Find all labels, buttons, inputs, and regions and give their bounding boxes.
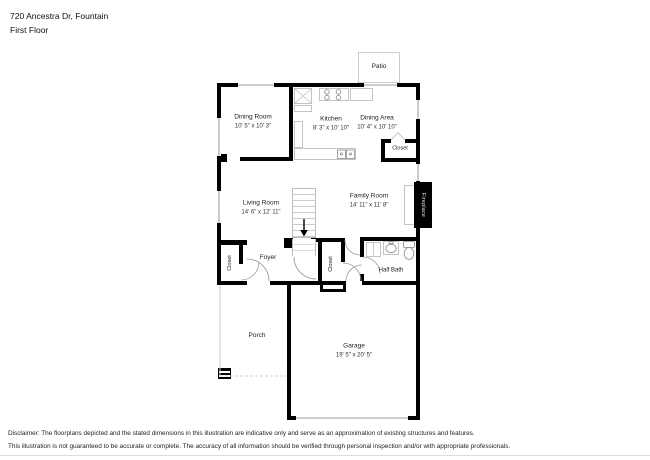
room-label-foyer: Foyer (259, 253, 277, 261)
address-title: 720 Ancestra Dr, Fountain (10, 11, 109, 21)
room-label-patio: Patio (371, 62, 387, 70)
wall-garage-right (416, 285, 420, 420)
wall-halfbath-left-a (360, 241, 364, 257)
counter-small (294, 105, 312, 112)
counter-right (350, 88, 373, 101)
wall-closet-dining-bottom (381, 158, 420, 162)
halfbath-sink-counter (383, 241, 399, 255)
window-left-1 (217, 118, 221, 156)
wall-left (217, 83, 221, 285)
garage-entry-opening (346, 281, 362, 285)
front-door-opening (247, 281, 270, 285)
wall-garage-left (287, 285, 291, 420)
garage-door (296, 416, 408, 420)
wall-closet-hall-right (341, 242, 345, 262)
window-right-1 (416, 100, 420, 119)
fireplace (414, 182, 432, 228)
family-hall-door-arc (345, 240, 360, 255)
bottom-rule (0, 455, 650, 456)
disclaimer-line-2: This illustration is not guaranteed to be accurate or complete. The accuracy of all information should be verified through personal inspection and/or with appropriate professionals. (8, 443, 511, 450)
stairs (292, 188, 316, 238)
counter-l (294, 121, 303, 148)
stairs-door-arc (294, 257, 316, 279)
porch-steps (218, 368, 231, 379)
wall-closet-foyer-right (239, 245, 243, 264)
pantry-cabinet (294, 88, 312, 104)
halfbath-closet (366, 242, 381, 257)
halfbath-door-arc (363, 257, 380, 274)
room-label-dining-area: Dining Area 10' 4" x 10' 10" (357, 114, 397, 131)
room-label-dining-room: Dining Room 10' 5" x 10' 3" (234, 113, 272, 130)
window-dining-top (238, 83, 274, 87)
disclaimer-line-1: Disclaimer: The floorplans depicted and the stated dimensions in this illustration are indicative only and serve as an approximation of existing structures and features. (8, 430, 475, 437)
room-label-garage: Garage 19' 5" x 20' 5" (335, 342, 373, 359)
floor-label: First Floor (10, 25, 49, 35)
window-left-2 (217, 191, 221, 223)
room-label-kitchen: Kitchen 8' 3" x 10' 10" (312, 115, 350, 132)
room-label-family-room: Family Room 14' 11" x 11' 8" (349, 192, 389, 209)
window-right-2 (416, 164, 420, 181)
fireplace-label: Fireplace (420, 192, 426, 218)
wall-landing-right (343, 285, 346, 290)
room-label-closet-hall: Closet (328, 256, 334, 272)
wall-closet-hall-left (318, 242, 322, 285)
stairs-lower (292, 239, 316, 256)
wall-dining-living (240, 157, 293, 161)
wall-closet-foyer-top (221, 240, 247, 245)
patio-slider-door (364, 83, 397, 87)
room-label-half-bath: Half Bath (378, 267, 404, 274)
stove (319, 88, 349, 101)
kitchen-island (294, 148, 356, 160)
room-label-porch: Porch (248, 331, 266, 339)
wall-hall (311, 238, 345, 242)
wall-closet-dining-top-b (405, 139, 420, 143)
hall-closet-door-arc (343, 263, 361, 281)
wall-closet-dining-top-a (381, 139, 391, 143)
room-label-closet-dining: Closet (392, 145, 408, 152)
closet-bifold-door (391, 133, 405, 141)
wall-kitchen-dining (289, 87, 293, 161)
toilet (404, 242, 415, 260)
room-label-living-room: Living Room 14' 6" x 12' 11" (241, 199, 281, 216)
room-label-closet-foyer: Closet (227, 255, 233, 271)
foyer-closet-door-arc (241, 262, 259, 280)
